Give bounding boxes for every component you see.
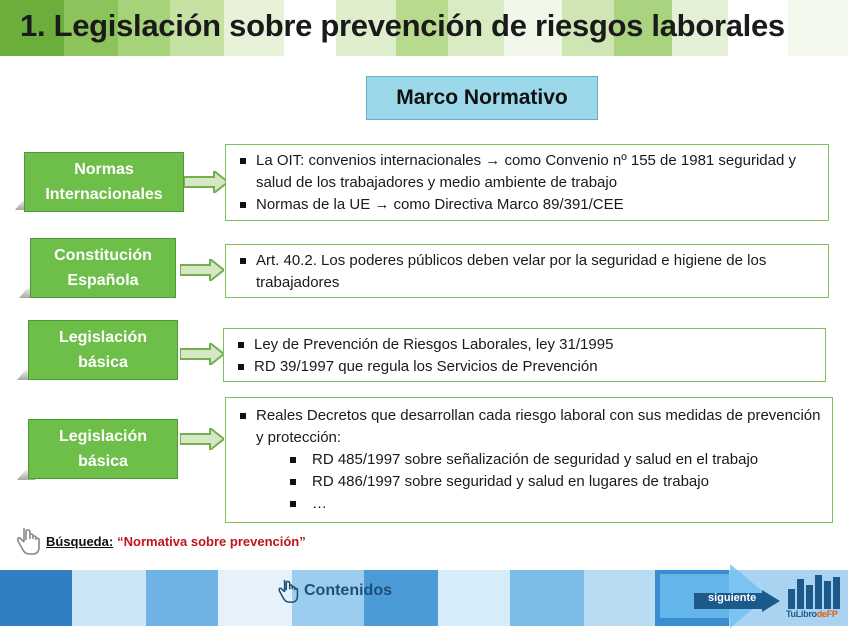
list-item: La OIT: convenios internacionales → como Convenio nº 155 de 1981 seguridad y salud de los trabajadores y medio ambiente de trabajo — [234, 150, 820, 194]
arrow-right-icon — [180, 428, 224, 450]
list-item: Normas de la UE → como Directiva Marco 89/391/CEE — [234, 194, 820, 216]
content-box-legislacion-2 — [225, 397, 833, 523]
logo: TuLibrodeFP — [786, 573, 844, 631]
list-item: Art. 40.2. Los poderes públicos deben velar por la seguridad e higiene de los trabajadores — [234, 250, 820, 294]
contenidos-link[interactable] — [276, 578, 392, 604]
label-normas-internacionales: Normas Internacionales — [24, 152, 184, 212]
arrow-right-icon — [180, 259, 224, 281]
label-constitucion-espanola: Constitución Española — [30, 238, 176, 298]
hand-pointer-icon — [276, 578, 300, 604]
arrow-right-icon — [180, 343, 224, 365]
siguiente-button[interactable] — [694, 590, 782, 610]
list-subitem: RD 485/1997 sobre señalización de seguridad y salud en el trabajo — [234, 449, 824, 471]
contenidos-label: Contenidos — [304, 582, 392, 599]
siguiente-label: siguiente — [708, 592, 757, 604]
marco-normativo-heading: Marco Normativo — [366, 76, 598, 120]
list-item: RD 39/1997 que regula los Servicios de Prevención — [232, 356, 817, 378]
page-title: 1. Legislación sobre prevención de riesgos laborales — [20, 8, 785, 43]
content-box-legislacion-1 — [223, 328, 826, 382]
hand-pointer-icon — [14, 526, 42, 556]
label-legislacion-basica-1: Legislación básica — [28, 320, 178, 380]
list-item: Ley de Prevención de Riesgos Laborales, ley 31/1995 — [232, 334, 817, 356]
label-legislacion-basica-2: Legislación básica — [28, 419, 178, 479]
search-label: Búsqueda: — [46, 533, 114, 549]
list-subitem: … — [234, 493, 824, 515]
content-box-internacionales — [225, 144, 829, 221]
search-hint[interactable] — [14, 526, 306, 556]
content-box-constitucion — [225, 244, 829, 298]
search-query[interactable]: “Normativa sobre prevención” — [117, 533, 306, 549]
list-subitem: RD 486/1997 sobre seguridad y salud en lugares de trabajo — [234, 471, 824, 493]
arrow-right-icon — [184, 171, 228, 193]
list-item: Reales Decretos que desarrollan cada riesgo laboral con sus medidas de prevención y protección: — [234, 405, 824, 449]
